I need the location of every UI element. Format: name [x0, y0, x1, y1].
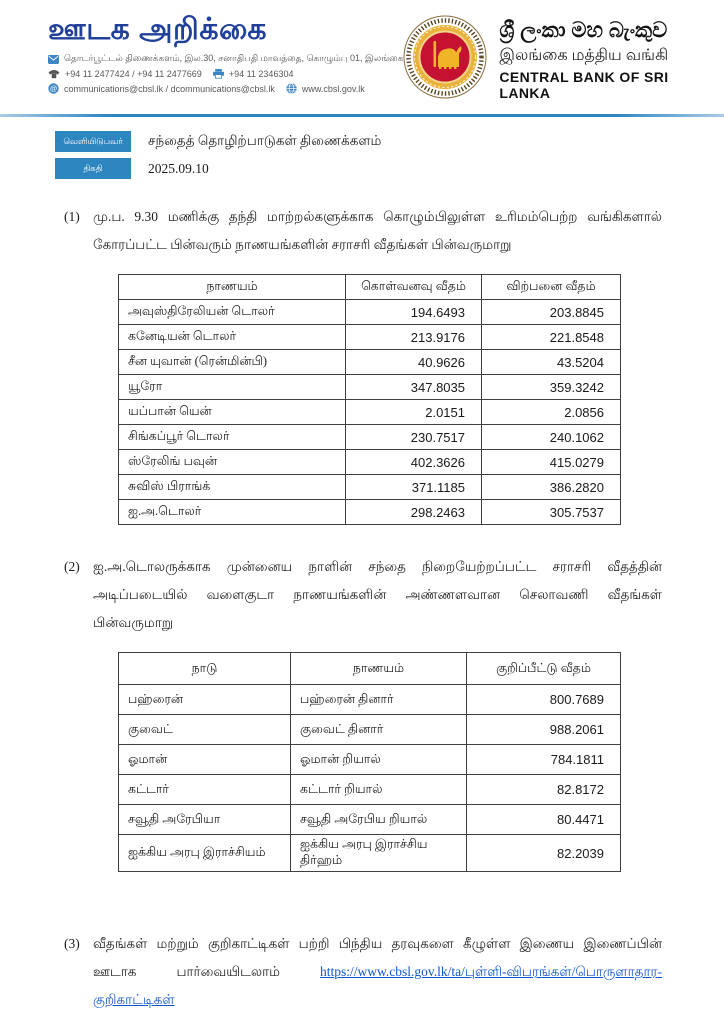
table-row	[119, 775, 621, 805]
bank-identity-block	[403, 13, 704, 104]
table-cell: சீன யுவான் (ரென்மின்பி)	[119, 350, 346, 375]
paragraph-3-text	[93, 930, 662, 1013]
bank-name-sinhala: ශ්‍රී ලංකා මහ බැංකුව	[499, 18, 668, 42]
table-row	[119, 500, 621, 525]
column-header-currency: நாணயம்	[291, 653, 467, 685]
gulf-currency-rates-table	[118, 652, 621, 872]
envelope-icon	[48, 55, 59, 64]
table-cell: ஓமான்	[119, 745, 291, 775]
issuer-label: வெளியிடுபவர்	[55, 131, 131, 152]
table-cell: கட்டார் றியால்	[291, 775, 467, 805]
column-header-selling-rate: விற்பனை வீதம்	[482, 275, 621, 300]
table-cell: சிங்கப்பூர் டொலர்	[119, 425, 346, 450]
cbsl-emblem-logo	[403, 15, 487, 104]
website-url: www.cbsl.gov.lk	[301, 83, 365, 94]
table-cell: 386.2820	[482, 475, 621, 500]
table-cell: 988.2061	[467, 715, 621, 745]
telegraphic-rates-table	[118, 274, 621, 525]
table-cell: 402.3626	[346, 450, 482, 475]
table-cell: ஸ்ரேலிங் பவுன்	[119, 450, 346, 475]
paragraph-1-text: மு.ப. 9.30 மணிக்கு தந்தி மாற்றல்களுக்காக கொழும்பிலுள்ள உரிமம்பெற்ற வங்கிகளால் கோரப்பட்ட பின்வரும் நாணயங்களின் சராசரி வீதங்கள் பின்வருமாறு	[93, 209, 662, 252]
bank-names	[499, 19, 704, 101]
table-cell: 371.1185	[346, 475, 482, 500]
table-row	[119, 715, 621, 745]
table-cell: 213.9176	[346, 325, 482, 350]
media-release-block	[48, 13, 403, 94]
globe-icon	[286, 83, 297, 94]
table-row	[119, 375, 621, 400]
table-cell: 230.7517	[346, 425, 482, 450]
table-header-row	[119, 653, 621, 685]
divider-line	[0, 114, 724, 117]
table-cell: 359.3242	[482, 375, 621, 400]
table-cell: 80.4471	[467, 805, 621, 835]
table-cell: ஓமான் றியால்	[291, 745, 467, 775]
column-header-indicative-rate: குறிப்பீட்டு வீதம்	[467, 653, 621, 685]
table-cell: 2.0856	[482, 400, 621, 425]
table-cell: 221.8548	[482, 325, 621, 350]
date-label: திகதி	[55, 158, 131, 179]
contact-info	[48, 53, 403, 94]
bank-name-english: CENTRAL BANK OF SRI LANKA	[499, 68, 669, 101]
table-cell: 203.8845	[482, 300, 621, 325]
paragraph-1	[64, 203, 662, 258]
bank-name-tamil: இலங்கை மத்திய வங்கி	[499, 46, 669, 64]
table-cell: 784.1811	[467, 745, 621, 775]
paragraph-1-number: (1)	[64, 209, 80, 224]
email-at-icon	[48, 83, 59, 94]
table-cell: 82.2039	[467, 835, 621, 872]
table-row	[119, 325, 621, 350]
table-cell: ஐக்கிய அரபு இராச்சிய திர்ஹம்	[291, 835, 467, 872]
table-cell: சுவிஸ் பிராங்க்	[119, 475, 346, 500]
release-meta	[55, 131, 724, 179]
cbsl-statistics-link[interactable]: https://www.cbsl.gov.lk/ta/புள்ளி-விபரங்கள்/பொருளாதார-குறிகாட்டிகள்	[93, 964, 662, 1007]
paragraph-2-text: ஐ.அ.டொலருக்காக முன்னைய நாளின் சந்தை நிறையேற்றப்பட்ட சராசரி வீதத்தின் அடிப்படையில் வளைகுடா நாணயங்களின் அண்ணளவான செலாவணி வீதங்கள் பின்வருமாறு	[93, 559, 662, 630]
paragraph-3-lead: வீதங்கள் மற்றும் குறிகாட்டிகள் பற்றி பிந்திய தரவுகளை கீழுள்ள இணைய இணைப்பின் ஊடாக பார்வையிடலாம்	[93, 936, 662, 980]
table-cell: குவைட்	[119, 715, 291, 745]
paragraph-3	[64, 930, 662, 1013]
table-header-row	[119, 275, 621, 300]
fax-number: +94 11 2346304	[228, 69, 294, 79]
table-cell: கட்டார்	[119, 775, 291, 805]
column-header-country: நாடு	[119, 653, 291, 685]
svg-text:@: @	[49, 84, 58, 93]
paragraph-2	[64, 553, 662, 636]
table-cell: 194.6493	[346, 300, 482, 325]
table-row	[119, 745, 621, 775]
column-header-currency: நாணயம்	[119, 275, 346, 300]
table-row	[119, 450, 621, 475]
address-line: தொடர்பூட்டல் திணைக்களம், இல.30, சனாதிபதி மாவத்தை, கொழும்பு 01, இலங்கை	[64, 53, 404, 63]
date-value: 2025.09.10	[148, 160, 209, 176]
table-cell: கனேடியன் டொலர்	[119, 325, 346, 350]
table-cell: சவூதி அரேபியா	[119, 805, 291, 835]
table-row	[119, 835, 621, 872]
fax-icon	[213, 69, 224, 79]
column-header-buying-rate: கொள்வனவு வீதம்	[346, 275, 482, 300]
paragraph-2-number: (2)	[64, 559, 80, 575]
phone-numbers: +94 11 2477424 / +94 11 2477669	[65, 69, 202, 79]
table-cell: யப்பான் யென்	[119, 400, 346, 425]
table-cell: அவுஸ்திரேலியன் டொலர்	[119, 300, 346, 325]
table-row	[119, 805, 621, 835]
table-cell: 43.5204	[482, 350, 621, 375]
table-cell: சவூதி அரேபிய றியால்	[291, 805, 467, 835]
table-cell: 240.1062	[482, 425, 621, 450]
table-row	[119, 475, 621, 500]
table-cell: யூரோ	[119, 375, 346, 400]
table-cell: பஹ்ரைன் தினார்	[291, 685, 467, 715]
table-cell: 2.0151	[346, 400, 482, 425]
table-cell: 305.7537	[482, 500, 621, 525]
issuer-value: சந்தைத் தொழிற்பாடுகள் திணைக்களம்	[148, 132, 382, 148]
table-cell: ஐ.அ.டொலர்	[119, 500, 346, 525]
table-cell: 298.2463	[346, 500, 482, 525]
table-row	[119, 300, 621, 325]
table-row	[119, 685, 621, 715]
paragraph-3-number: (3)	[64, 936, 80, 952]
table-row	[119, 400, 621, 425]
email-addresses: communications@cbsl.lk / dcommunications@cbsl.lk	[64, 83, 275, 94]
table-cell: 415.0279	[482, 450, 621, 475]
table-cell: 347.8035	[346, 375, 482, 400]
media-release-logo: ஊடக அறிக்கை	[48, 13, 268, 46]
table-cell: ஐக்கிய அரபு இராச்சியம்	[119, 835, 291, 872]
table-cell: 40.9626	[346, 350, 482, 375]
phone-icon	[48, 69, 60, 79]
table-row	[119, 425, 621, 450]
table-cell: பஹ்ரைன்	[119, 685, 291, 715]
letterhead	[0, 0, 724, 104]
table-row	[119, 350, 621, 375]
table-cell: 82.8172	[467, 775, 621, 805]
table-cell: 800.7689	[467, 685, 621, 715]
table-cell: குவைட் தினார்	[291, 715, 467, 745]
